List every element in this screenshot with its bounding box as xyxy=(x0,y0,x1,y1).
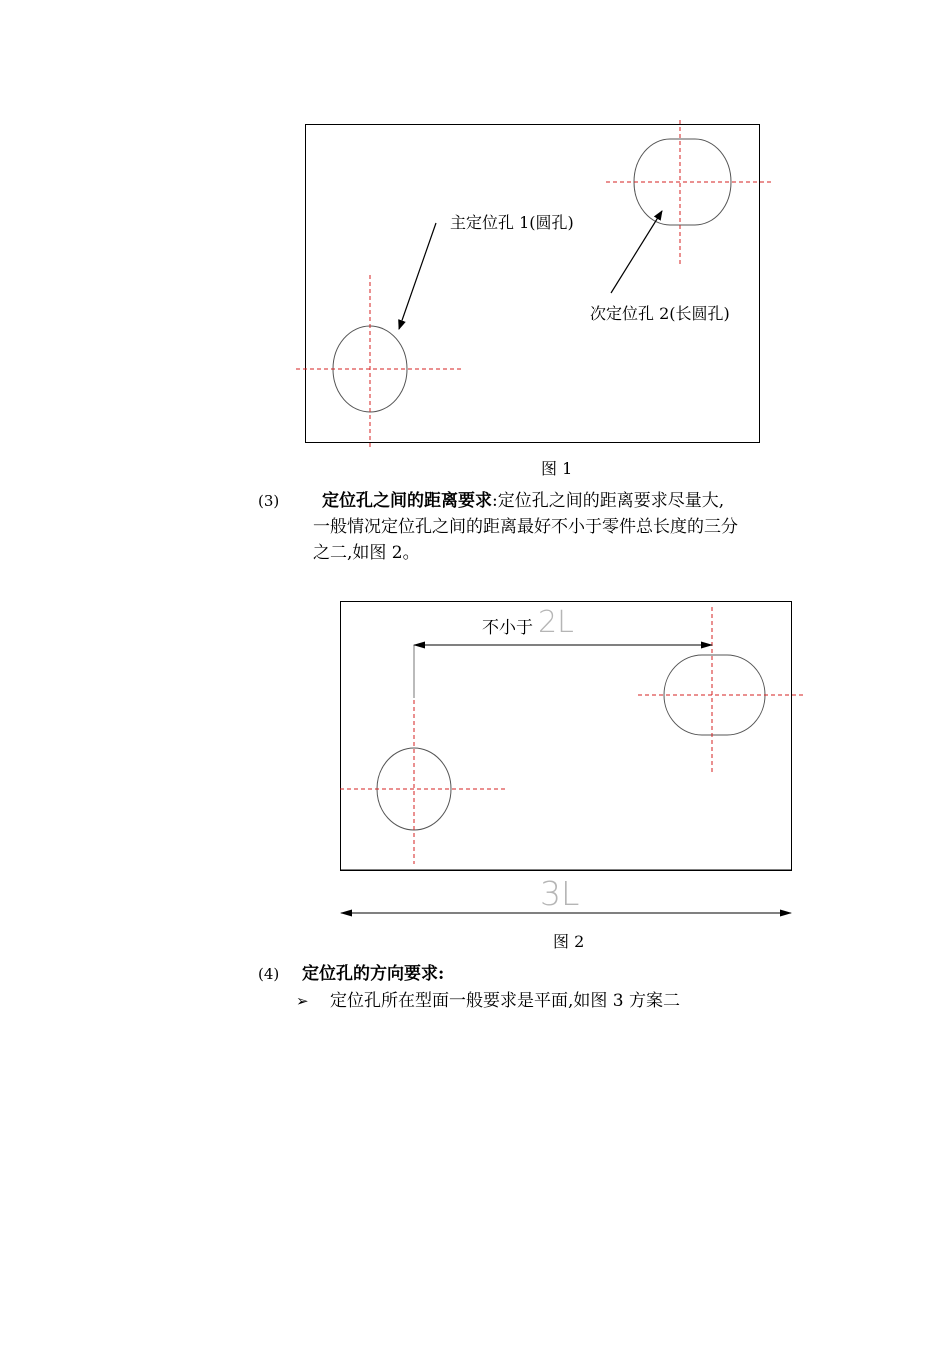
part-outline xyxy=(306,125,760,443)
secondary-leader-arrow xyxy=(611,211,662,293)
section-3-number: (3) xyxy=(258,492,280,510)
figure-2-caption: 图 2 xyxy=(553,932,585,951)
section-3-line-1 xyxy=(322,488,724,515)
figure-1 xyxy=(290,115,790,455)
bullet-arrow-icon: ➢ xyxy=(296,992,309,1010)
figure-1-drawing xyxy=(290,115,790,455)
figure-2 xyxy=(330,592,820,922)
section-3-line-2: 一般情况定位孔之间的距离最好不小于零件总长度的三分 xyxy=(313,517,738,537)
dim-2l-value: 2L xyxy=(538,605,574,640)
primary-hole-label: 主定位孔 1(圆孔) xyxy=(450,213,574,232)
section-3-heading: 定位孔之间的距离要求 xyxy=(322,491,492,511)
dim-2l-prefix: 不小于 xyxy=(482,618,533,638)
section-3-line-3: 之二,如图 2。 xyxy=(313,543,420,563)
dim-3l-value: 3L xyxy=(540,874,580,913)
secondary-hole-label: 次定位孔 2(长圆孔) xyxy=(590,304,730,323)
section-4-number: (4) xyxy=(258,965,280,983)
section-3-line-1-text: :定位孔之间的距离要求尽量大, xyxy=(492,491,725,511)
primary-leader-arrow xyxy=(399,223,436,329)
section-4-bullet-text: 定位孔所在型面一般要求是平面,如图 3 方案二 xyxy=(330,991,681,1011)
figure-2-drawing xyxy=(330,592,820,922)
slot-hole xyxy=(664,655,765,735)
part-outline xyxy=(341,602,792,871)
section-4-heading: 定位孔的方向要求: xyxy=(302,964,445,984)
figure-1-caption: 图 1 xyxy=(541,459,573,478)
